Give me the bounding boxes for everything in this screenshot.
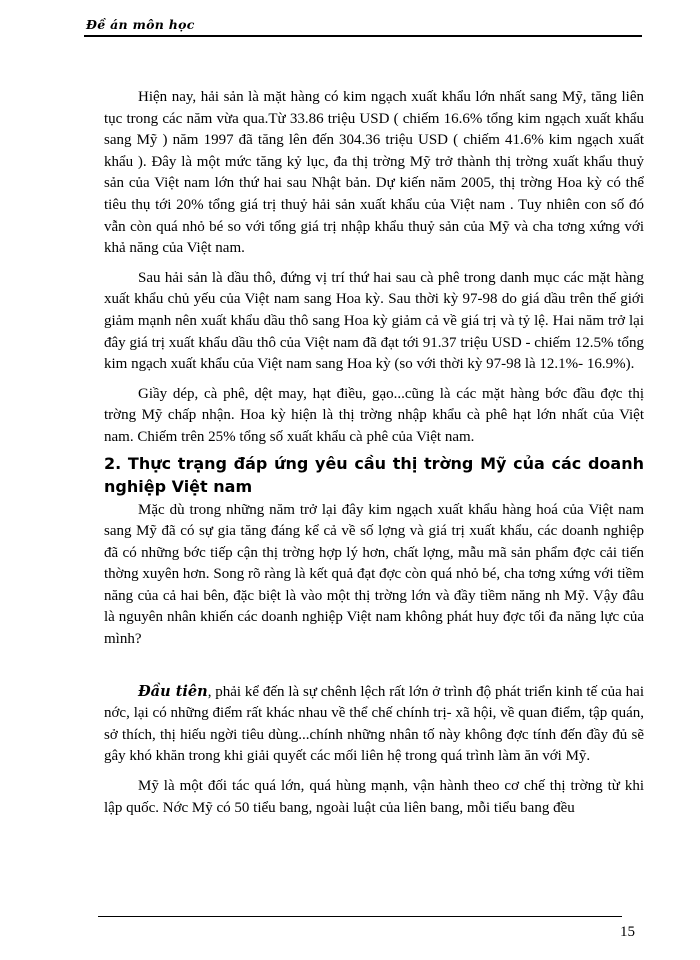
lead-phrase: Đầu tiên bbox=[138, 682, 208, 700]
paragraph-spacer bbox=[104, 659, 644, 681]
paragraph-first-reason bbox=[104, 681, 644, 768]
paragraph-current-situation: Mặc dù trong những năm trở lại đây kim ngạch xuất khẩu hàng hoá của Việt nam sang Mỹ đã có sự gia tăng đáng kể cả về số lợng và giá trị xuất khẩu, các doanh nghiệp đã có những bớc tiếp cận thị trờng hợp lý hơn, chất lợng, mẫu mã sản phẩm đợc cải tiến thờng xuyên hơn. Song rõ ràng là kết quả đạt đợc còn quá nhỏ bé, cha tơng xứng với tiềm năng của cả hai bên, đặc biệt là vào một thị trờng lớn và đầy tiềm năng nh Mỹ. Vậy đâu là nguyên nhân khiến các doanh nghiệp Việt nam không phát huy đợc tối đa năng lực của mình? bbox=[104, 501, 644, 648]
section-heading: 2. Thực trạng đáp ứng yêu cầu thị trờng Mỹ của các doanh nghiệp Việt nam bbox=[104, 453, 644, 496]
paragraph-other-goods: Giầy dép, cà phê, dệt may, hạt điều, gạo...cũng là các mặt hàng bớc đầu đợc thị trờng Mỹ chấp nhận. Hoa kỳ hiện là thị trờng nhập khẩu cà phê hạt lớn nhất của Việt nam. Chiếm trên 25% tổng số xuất khẩu cà phê của Việt nam. bbox=[104, 385, 644, 445]
running-header: Đề án môn học bbox=[86, 17, 195, 32]
paragraph-us-partner: Mỹ là một đối tác quá lớn, quá hùng mạnh, vận hành theo cơ chế thị trờng từ khi lập quốc. Nớc Mỹ có 50 tiểu bang, ngoài luật của liên bang, mỗi tiểu bang đều bbox=[104, 778, 644, 816]
paragraph-first-reason-text: , phải kể đến là sự chênh lệch rất lớn ở trình độ phát triển kinh tế của hai nớc, lại có những điểm rất khác nhau về thể chế chính trị- xã hội, về quan điểm, tập quán, sở thích, thị hiếu ngời tiêu dùng...chính những nhân tố này không đợc tính đến đầy đủ sẽ gây khó khăn trong khi giải quyết các mối liên hệ trong quá trình làm ăn với Mỹ. bbox=[104, 683, 644, 765]
page-number: 15 bbox=[620, 924, 635, 940]
body-text bbox=[104, 87, 644, 827]
paragraph-crude-oil: Sau hải sản là dầu thô, đứng vị trí thứ hai sau cà phê trong danh mục các mặt hàng xuất khẩu chủ yếu của Việt nam sang Hoa kỳ. Sau thời kỳ 97-98 do giá dầu trên thế giới giảm mạnh nên xuất khẩu dầu thô sang Hoa kỳ giảm cả về giá trị và tỷ lệ. Hai năm trở lại đây giá trị xuất khẩu dầu thô của Việt nam đã đạt tới 91.37 triệu USD - chiếm 12.5% tổng kim ngạch xuất khẩu của Việt nam sang Hoa kỳ (so với thời kỳ 97-98 là 12.1%- 16.9%). bbox=[104, 269, 644, 373]
header-divider bbox=[84, 35, 642, 37]
paragraph-seafood: Hiện nay, hải sản là mặt hàng có kim ngạch xuất khẩu lớn nhất sang Mỹ, tăng liên tục trong các năm vừa qua.Từ 33.86 triệu USD ( chiếm 16.6% tổng kim ngạch xuất khẩu sang Mỹ ) năm 1997 đã tăng lên đến 304.36 triệu USD ( chiếm 41.6% kim ngạch xuất khẩu ). Đây là một mức tăng kỷ lục, đa thị trờng Mỹ trở thành thị trờng xuất khẩu thuỷ sản của Việt nam lớn thứ hai sau Nhật bản. Dự kiến năm 2005, thị trờng Hoa kỳ có thể tiêu thụ tới 20% tổng giá trị thuỷ hải sản xuất khẩu của Việt nam . Tuy nhiên con số đó vẫn còn quá nhỏ bé so với tổng giá trị nhập khẩu thuỷ sản của Mỹ và cha tơng xứng với khả năng của Việt nam. bbox=[104, 89, 644, 257]
footer-divider bbox=[98, 916, 622, 917]
